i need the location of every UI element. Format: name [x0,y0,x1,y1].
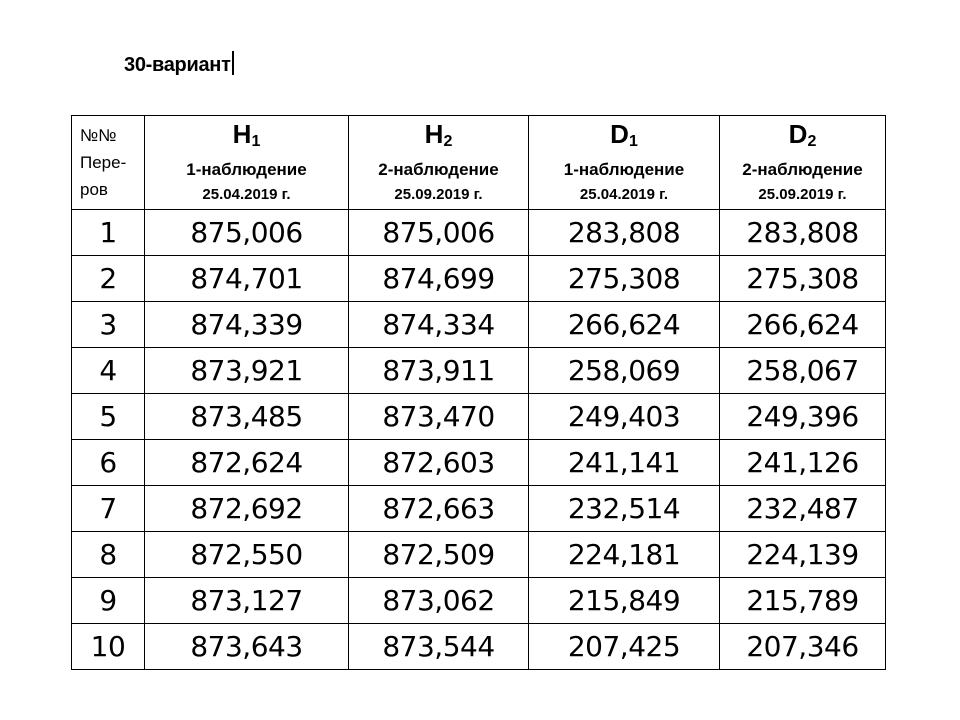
cell-crossing-number: 7 [72,486,145,532]
cell-h2: 872,509 [349,532,529,578]
header-d1-symbol [529,119,719,157]
table-row [72,578,886,624]
table-row [72,394,886,440]
cell-h1: 875,006 [145,210,349,256]
text-cursor [232,51,234,75]
cell-d1: 224,181 [529,532,720,578]
header-h2-symbol [349,119,528,157]
header-no-line-1: №№ [80,126,117,145]
header-h1 [145,116,349,210]
cell-h1: 873,643 [145,624,349,670]
cell-d2: 215,789 [720,578,886,624]
header-d2-date: 25.09.2019 г. [758,185,847,203]
table-row [72,624,886,670]
header-d2-symbol [720,119,885,157]
cell-h2: 875,006 [349,210,529,256]
cell-h1: 873,127 [145,578,349,624]
cell-h1: 874,339 [145,302,349,348]
header-h2 [349,116,529,210]
document-title [124,51,234,79]
header-d1-observation: 1-наблюдение [563,159,685,179]
cell-d2: 232,487 [720,486,886,532]
cell-d2: 275,308 [720,256,886,302]
cell-crossing-number: 2 [72,256,145,302]
header-h1-date: 25.04.2019 г. [202,185,291,203]
cell-d1: 207,425 [529,624,720,670]
header-d1 [529,116,720,210]
cell-h2: 873,544 [349,624,529,670]
cell-d1: 283,808 [529,210,720,256]
cell-h1: 872,692 [145,486,349,532]
cell-crossing-number: 8 [72,532,145,578]
table-header-row [72,116,886,210]
header-crossing-number [72,116,145,210]
table-row [72,210,886,256]
cell-d1: 275,308 [529,256,720,302]
header-d1-date: 25.04.2019 г. [579,185,669,203]
cell-crossing-number: 6 [72,440,145,486]
cell-d2: 241,126 [720,440,886,486]
cell-crossing-number: 9 [72,578,145,624]
cell-d1: 266,624 [529,302,720,348]
header-d1-subscript: 1 [628,132,638,150]
cell-d2: 207,346 [720,624,886,670]
header-h2-letter: H [424,118,444,149]
header-h1-subscript: 1 [251,132,261,150]
cell-h2: 873,911 [349,348,529,394]
cell-d2: 224,139 [720,532,886,578]
cell-d1: 258,069 [529,348,720,394]
cell-crossing-number: 4 [72,348,145,394]
header-d2-subscript: 2 [807,132,817,150]
header-d2-observation: 2-наблюдение [742,159,863,179]
header-d1-letter: D [610,118,629,149]
cell-h2: 873,062 [349,578,529,624]
header-h1-observation: 1-наблюдение [186,159,307,179]
cell-d2: 249,396 [720,394,886,440]
header-h1-letter: H [232,118,252,149]
cell-crossing-number: 3 [72,302,145,348]
cell-d1: 215,849 [529,578,720,624]
header-h2-subscript: 2 [443,132,453,150]
cell-d2: 266,624 [720,302,886,348]
cell-d1: 241,141 [529,440,720,486]
cell-h2: 874,699 [349,256,529,302]
header-no-line-3: ров [80,180,108,199]
table-row [72,532,886,578]
cell-d1: 232,514 [529,486,720,532]
cell-h1: 874,701 [145,256,349,302]
cell-crossing-number: 10 [72,624,145,670]
header-d2-letter: D [788,118,808,149]
header-h1-symbol [145,119,348,157]
header-h2-date: 25.09.2019 г. [394,185,483,203]
cell-crossing-number: 1 [72,210,145,256]
measurements-table [71,115,886,670]
table-row [72,486,886,532]
cell-d2: 283,808 [720,210,886,256]
cell-crossing-number: 5 [72,394,145,440]
header-h2-observation: 2-наблюдение [378,159,499,179]
table-row [72,256,886,302]
document-title-text: 30-вариант [124,54,231,76]
cell-h2: 872,603 [349,440,529,486]
header-d2 [720,116,886,210]
cell-h2: 874,334 [349,302,529,348]
cell-h1: 872,624 [145,440,349,486]
cell-h2: 872,663 [349,486,529,532]
table-row [72,440,886,486]
table-row [72,302,886,348]
table-row [72,348,886,394]
cell-h2: 873,470 [349,394,529,440]
header-no-line-2: Пере- [80,153,127,172]
cell-h1: 872,550 [145,532,349,578]
table-body [72,210,886,670]
cell-d1: 249,403 [529,394,720,440]
cell-d2: 258,067 [720,348,886,394]
cell-h1: 873,485 [145,394,349,440]
cell-h1: 873,921 [145,348,349,394]
